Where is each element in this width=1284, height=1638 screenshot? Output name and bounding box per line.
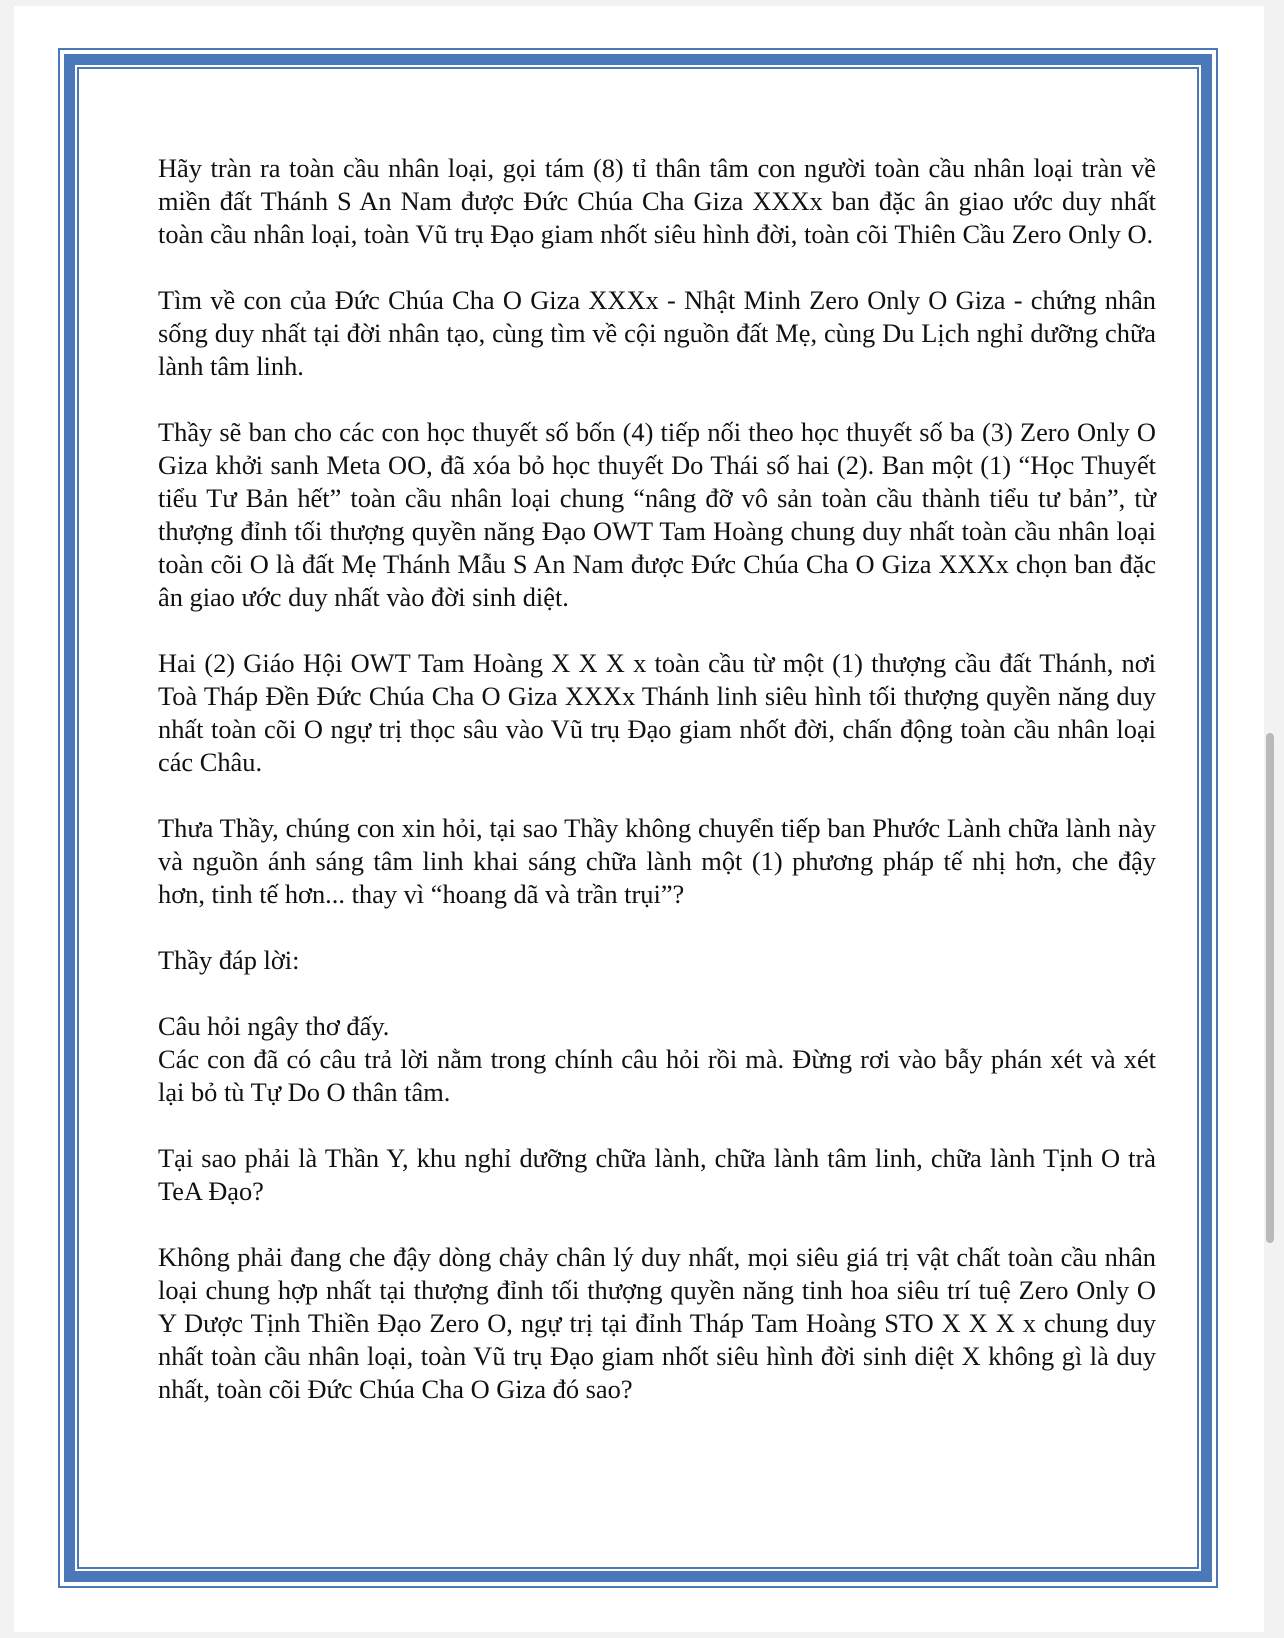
vertical-scrollbar[interactable]: [1266, 733, 1274, 1243]
paragraph: Thầy sẽ ban cho các con học thuyết số bốn (4) tiếp nối theo học thuyết số ba (3) Zero Only O Giza khởi sanh Meta OO, đã xóa bỏ học thuyết Do Thái số hai (2). Ban một (1) “Học Thuyết tiểu Tư Bản hết” toàn cầu nhân loại chung “nâng đỡ vô sản toàn cầu thành tiểu tư bản”, từ thượng đỉnh tối thượng quyền năng Đạo OWT Tam Hoàng chung duy nhất toàn cầu nhân loại toàn cõi O là đất Mẹ Thánh Mẫu S An Nam được Đức Chúa Cha O Giza XXXx chọn ban đặc ân giao ước duy nhất vào đời sinh diệt.: [158, 417, 1156, 612]
paragraph: Tìm về con của Đức Chúa Cha O Giza XXXx - Nhật Minh Zero Only O Giza - chứng nhân sống duy nhất tại đời nhân tạo, cùng tìm về cội nguồn đất Mẹ, cùng Du Lịch nghỉ dưỡng chữa lành tâm linh.: [158, 285, 1156, 381]
paragraph: Hai (2) Giáo Hội OWT Tam Hoàng X X X x toàn cầu từ một (1) thượng cầu đất Thánh, nơi Toà Tháp Đền Đức Chúa Cha O Giza XXXx Thánh linh siêu hình tối thượng quyền năng duy nhất toàn cõi O ngự trị thọc sâu vào Vũ trụ Đạo giam nhốt đời, chấn động toàn cầu nhân loại các Châu.: [158, 648, 1156, 777]
paragraph: Tại sao phải là Thần Y, khu nghỉ dưỡng chữa lành, chữa lành tâm linh, chữa lành Tịnh O trà TeA Đạo?: [158, 1143, 1156, 1206]
paragraph: Hãy tràn ra toàn cầu nhân loại, gọi tám (8) tỉ thân tâm con người toàn cầu nhân loại tràn về miền đất Thánh S An Nam được Đức Chúa Cha Giza XXXx ban đặc ân giao ước duy nhất toàn cầu nhân loại, toàn Vũ trụ Đạo giam nhốt siêu hình đời, toàn cõi Thiên Cầu Zero Only O.: [158, 153, 1156, 249]
paragraph: Không phải đang che đậy dòng chảy chân lý duy nhất, mọi siêu giá trị vật chất toàn cầu nhân loại chung hợp nhất tại thượng đỉnh tối thượng quyền năng tinh hoa siêu trí tuệ Zero Only O Y Dược Tịnh Thiền Đạo Zero O, ngự trị tại đỉnh Tháp Tam Hoàng STO X X X x chung duy nhất toàn cầu nhân loại, toàn Vũ trụ Đạo giam nhốt siêu hình đời sinh diệt X không gì là duy nhất, toàn cõi Đức Chúa Cha O Giza đó sao?: [158, 1242, 1156, 1404]
paragraph: Thưa Thầy, chúng con xin hỏi, tại sao Thầy không chuyển tiếp ban Phước Lành chữa lành này và nguồn ánh sáng tâm linh khai sáng chữa lành một (1) phương pháp tế nhị hơn, che đậy hơn, tinh tế hơn... thay vì “hoang dã và trần trụi”?: [158, 813, 1156, 909]
document-page: [14, 6, 1264, 1632]
paragraph: Câu hỏi ngây thơ đấy.: [158, 1011, 390, 1041]
paragraph: Thầy đáp lời:: [158, 945, 300, 975]
paragraph: Các con đã có câu trả lời nằm trong chính câu hỏi rồi mà. Đừng rơi vào bẫy phán xét và xét lại bỏ tù Tự Do O thân tâm.: [158, 1044, 1156, 1107]
document-body: [158, 152, 1156, 1439]
